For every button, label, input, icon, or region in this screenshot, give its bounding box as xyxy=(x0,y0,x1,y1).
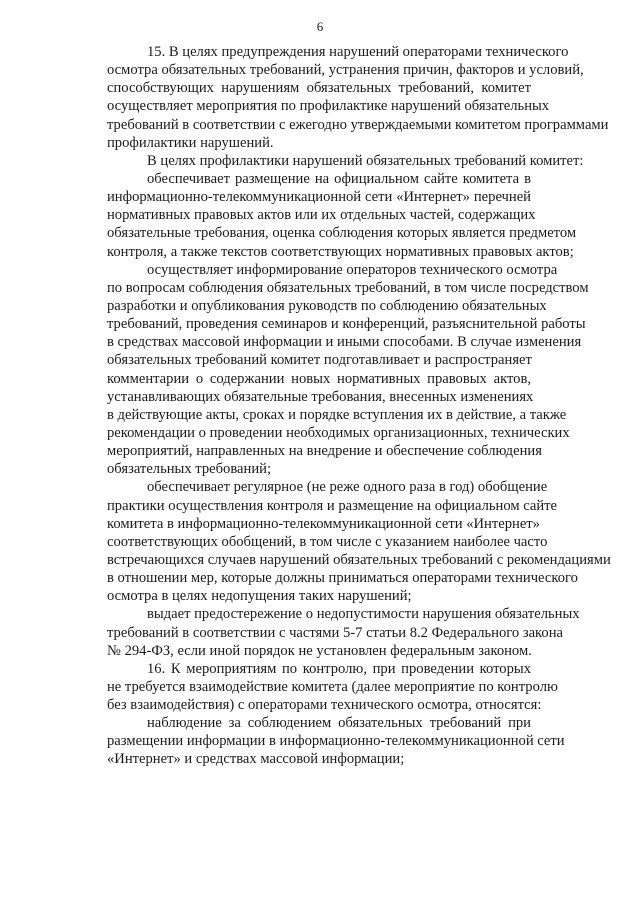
text-line: в средствах массовой информации и иными способами. В случае изменения xyxy=(107,334,582,351)
text-line: встречающихся случаев нарушений обязательных требований с рекомендациями xyxy=(107,551,611,568)
text-line: размещении информации в информационно-телекоммуникационной сети xyxy=(107,733,565,750)
text-line: «Интернет» и средствах массовой информации; xyxy=(107,751,405,768)
text-line: обеспечивает размещение на официальном сайте комитета в xyxy=(147,170,531,187)
text-line: информационно-телекоммуникационной сети «Интернет» перечней xyxy=(107,189,531,206)
text-line: практики осуществления контроля и размещение на официальном сайте xyxy=(107,497,558,514)
text-line: не требуется взаимодействие комитета (далее мероприятие по контролю xyxy=(107,678,558,695)
text-line: осуществляет мероприятия по профилактике нарушений обязательных xyxy=(107,98,550,115)
text-line: профилактики нарушений. xyxy=(107,134,274,151)
text-line: способствующих нарушениям обязательных требований, комитет xyxy=(107,80,531,97)
text-line: соответствующих обобщений, в том числе с указанием наиболее часто xyxy=(107,533,548,550)
text-line: устанавливающих обязательные требования, внесенных изменениях xyxy=(107,388,534,405)
text-line: обязательные требования, оценка соблюдения которых является предметом xyxy=(107,225,577,242)
text-line: обязательных требований комитет подготавливает и распространяет xyxy=(107,352,532,369)
text-line: нормативных правовых актов или их отдельных частей, содержащих xyxy=(107,207,536,224)
text-line: мероприятий, направленных на внедрение и обеспечение соблюдения xyxy=(107,443,542,460)
text-line: наблюдение за соблюдением обязательных требований при xyxy=(147,715,531,732)
text-line: № 294-ФЗ, если иной порядок не установлен федеральным законом. xyxy=(107,642,532,659)
text-line: выдает предостережение о недопустимости нарушения обязательных xyxy=(147,606,580,623)
page-number: 6 xyxy=(316,19,324,34)
text-line: 16. К мероприятиям по контролю, при проведении которых xyxy=(147,660,531,677)
text-line: требований, проведения семинаров и конференций, разъяснительной работы xyxy=(107,316,586,333)
text-line: без взаимодействия) с операторами технического осмотра, относятся: xyxy=(107,697,542,714)
text-line: требований в соответствии с ежегодно утверждаемыми комитетом программами xyxy=(107,116,609,133)
text-line: в отношении мер, которые должны приниматься операторами технического xyxy=(107,570,578,587)
text-line: в действующие акты, сроках и порядке вступления их в действие, а также xyxy=(107,406,567,423)
text-line: разработки и опубликования руководств по соблюдению обязательных xyxy=(107,297,547,314)
text-line: В целях профилактики нарушений обязательных требований комитет: xyxy=(147,152,584,169)
document-body xyxy=(107,43,611,769)
text-line: контроля, а также текстов соответствующих нормативных правовых актов; xyxy=(107,243,574,260)
text-line: обязательных требований; xyxy=(107,461,272,478)
text-line: обеспечивает регулярное (не реже одного раза в год) обобщение xyxy=(147,479,548,496)
text-line: комментарии о содержании новых нормативных правовых актов, xyxy=(107,370,531,387)
text-line: по вопросам соблюдения обязательных требований, в том числе посредством xyxy=(107,279,589,296)
text-line: 15. В целях предупреждения нарушений операторами технического xyxy=(147,44,569,60)
text-line: требований в соответствии с частями 5-7 статьи 8.2 Федерального закона xyxy=(107,624,563,641)
text-line: осуществляет информирование операторов технического осмотра xyxy=(147,261,558,278)
text-line: осмотра обязательных требований, устранения причин, факторов и условий, xyxy=(107,62,584,79)
text-line: комитета в информационно-телекоммуникационной сети «Интернет» xyxy=(107,515,540,532)
text-line: осмотра в целях недопущения таких нарушений; xyxy=(107,588,412,605)
text-line: рекомендации о проведении необходимых организационных, технических xyxy=(107,424,570,441)
